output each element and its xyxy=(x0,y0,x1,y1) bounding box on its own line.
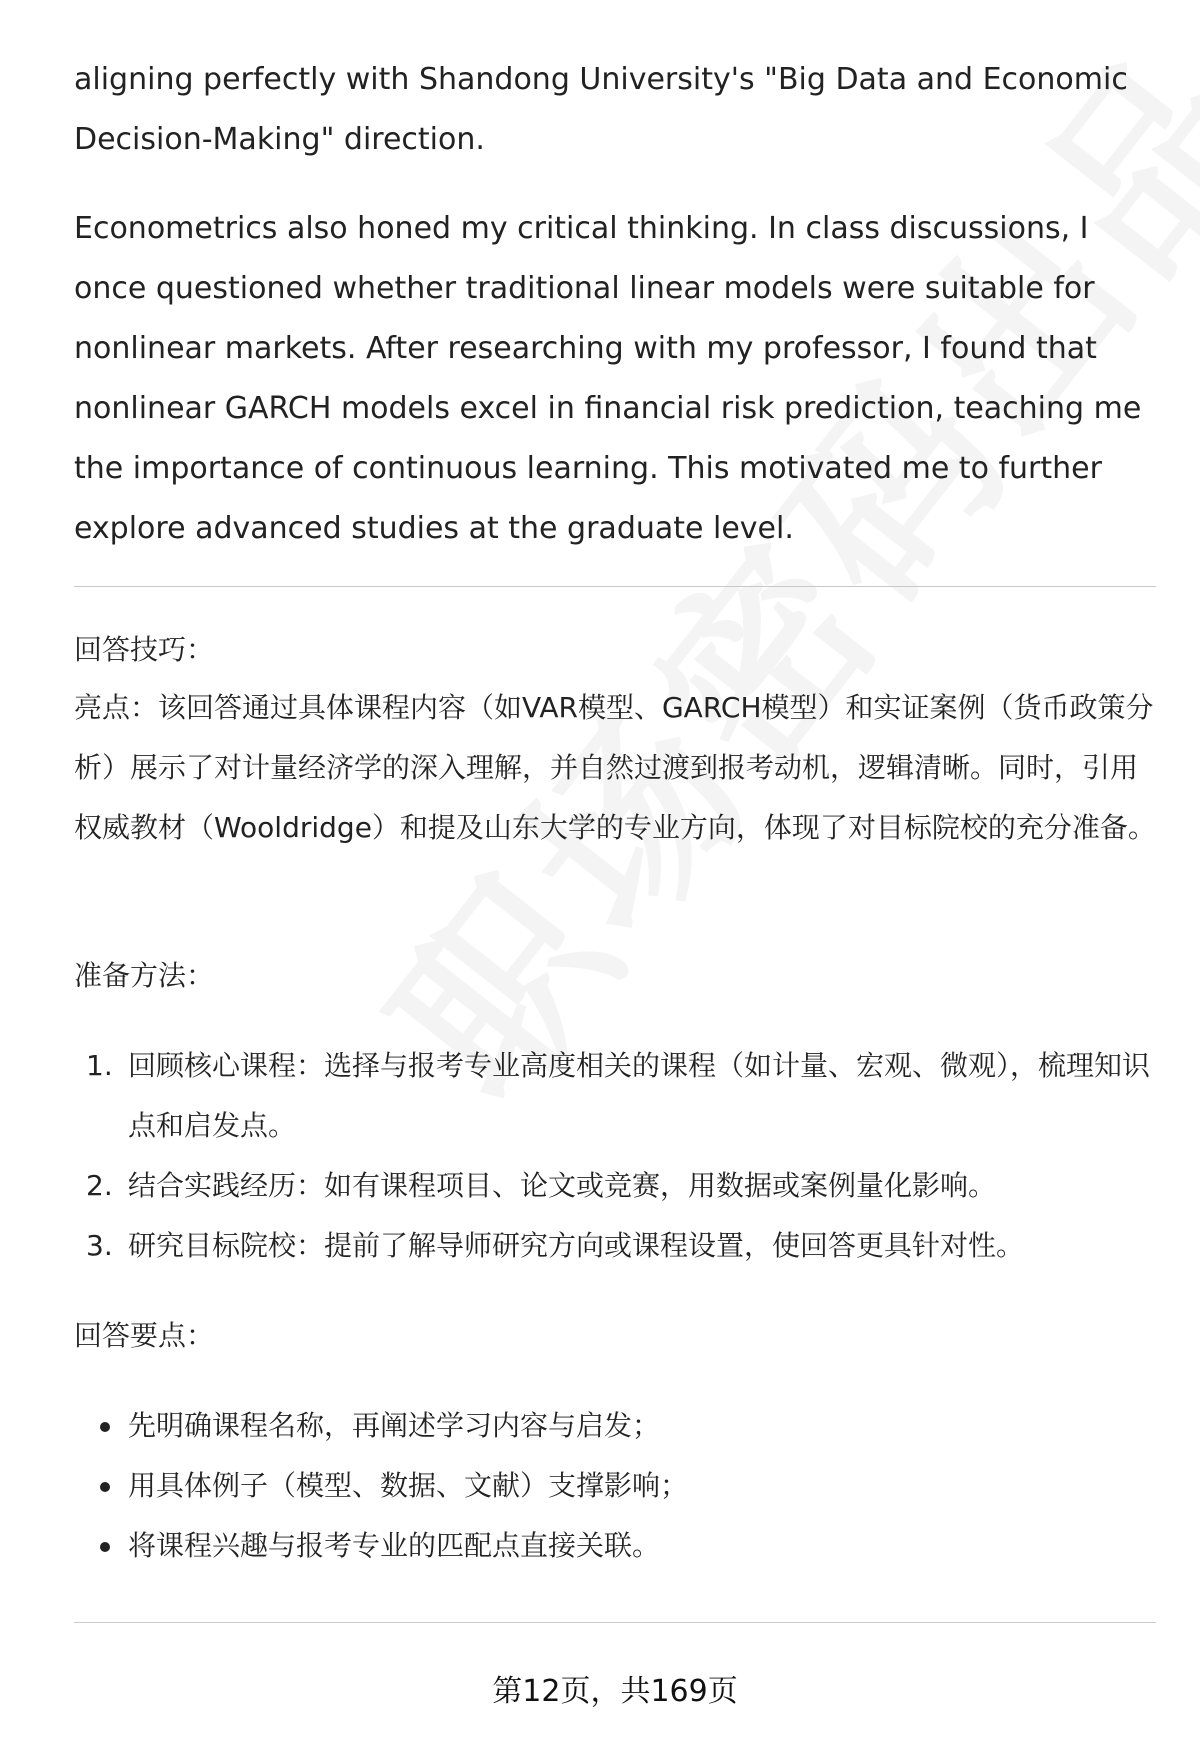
list-item-text: 研究目标院校：提前了解导师研究方向或课程设置，使回答更具针对性。 xyxy=(128,1229,1025,1262)
list-item-text: 用具体例子（模型、数据、文献）支撑影响； xyxy=(128,1469,689,1502)
tips-body: 亮点：该回答通过具体课程内容（如VAR模型、GARCH模型）和实证案例（货币政策分析）展示了对计量经济学的深入理解，并自然过渡到报考动机，逻辑清晰。同时，引用权威教材（Wooldridge）和提及山东大学的专业方向，体现了对目标院校的充分准备。 xyxy=(74,691,1156,844)
list-item-text: 结合实践经历：如有课程项目、论文或竞赛，用数据或案例量化影响。 xyxy=(128,1169,997,1202)
method-list xyxy=(74,1036,1156,1276)
key-points-list xyxy=(74,1396,1156,1576)
bullet-icon xyxy=(100,1482,110,1492)
list-number: 2. xyxy=(86,1169,113,1202)
list-item-text: 先明确课程名称，再阐述学习内容与启发； xyxy=(128,1409,661,1442)
bullet-icon xyxy=(100,1542,110,1552)
key-points-heading: 回答要点： xyxy=(74,1319,215,1352)
list-item xyxy=(74,1456,1156,1516)
list-item-text: 回顾核心课程：选择与报考专业高度相关的课程（如计量、宏观、微观），梳理知识点和启发点。 xyxy=(128,1049,1151,1142)
page-number: 第12页，共169页 xyxy=(492,1674,738,1709)
method-heading: 准备方法： xyxy=(74,959,215,992)
divider xyxy=(74,1622,1156,1623)
list-number: 1. xyxy=(86,1049,113,1082)
list-item xyxy=(74,1156,1156,1216)
list-item xyxy=(74,1516,1156,1576)
divider xyxy=(74,586,1156,587)
intro-paragraph-tail: aligning perfectly with Shandong University's "Big Data and Economic Decision-Making" direction. xyxy=(74,62,1128,157)
list-item xyxy=(74,1216,1156,1276)
list-item xyxy=(74,1036,1156,1156)
tips-heading: 回答技巧： xyxy=(74,633,215,666)
critical-thinking-paragraph: Econometrics also honed my critical thinking. In class discussions, I once questioned whether traditional linear models were suitable for nonlinear markets. After researching with my professor, I found that nonlinear GARCH models excel in financial risk prediction, teaching me the importance of continuous learning. This motivated me to further explore advanced studies at the graduate level. xyxy=(74,211,1142,546)
list-number: 3. xyxy=(86,1229,113,1262)
list-item xyxy=(74,1396,1156,1456)
list-item-text: 将课程兴趣与报考专业的匹配点直接关联。 xyxy=(128,1529,661,1562)
bullet-icon xyxy=(100,1422,110,1432)
